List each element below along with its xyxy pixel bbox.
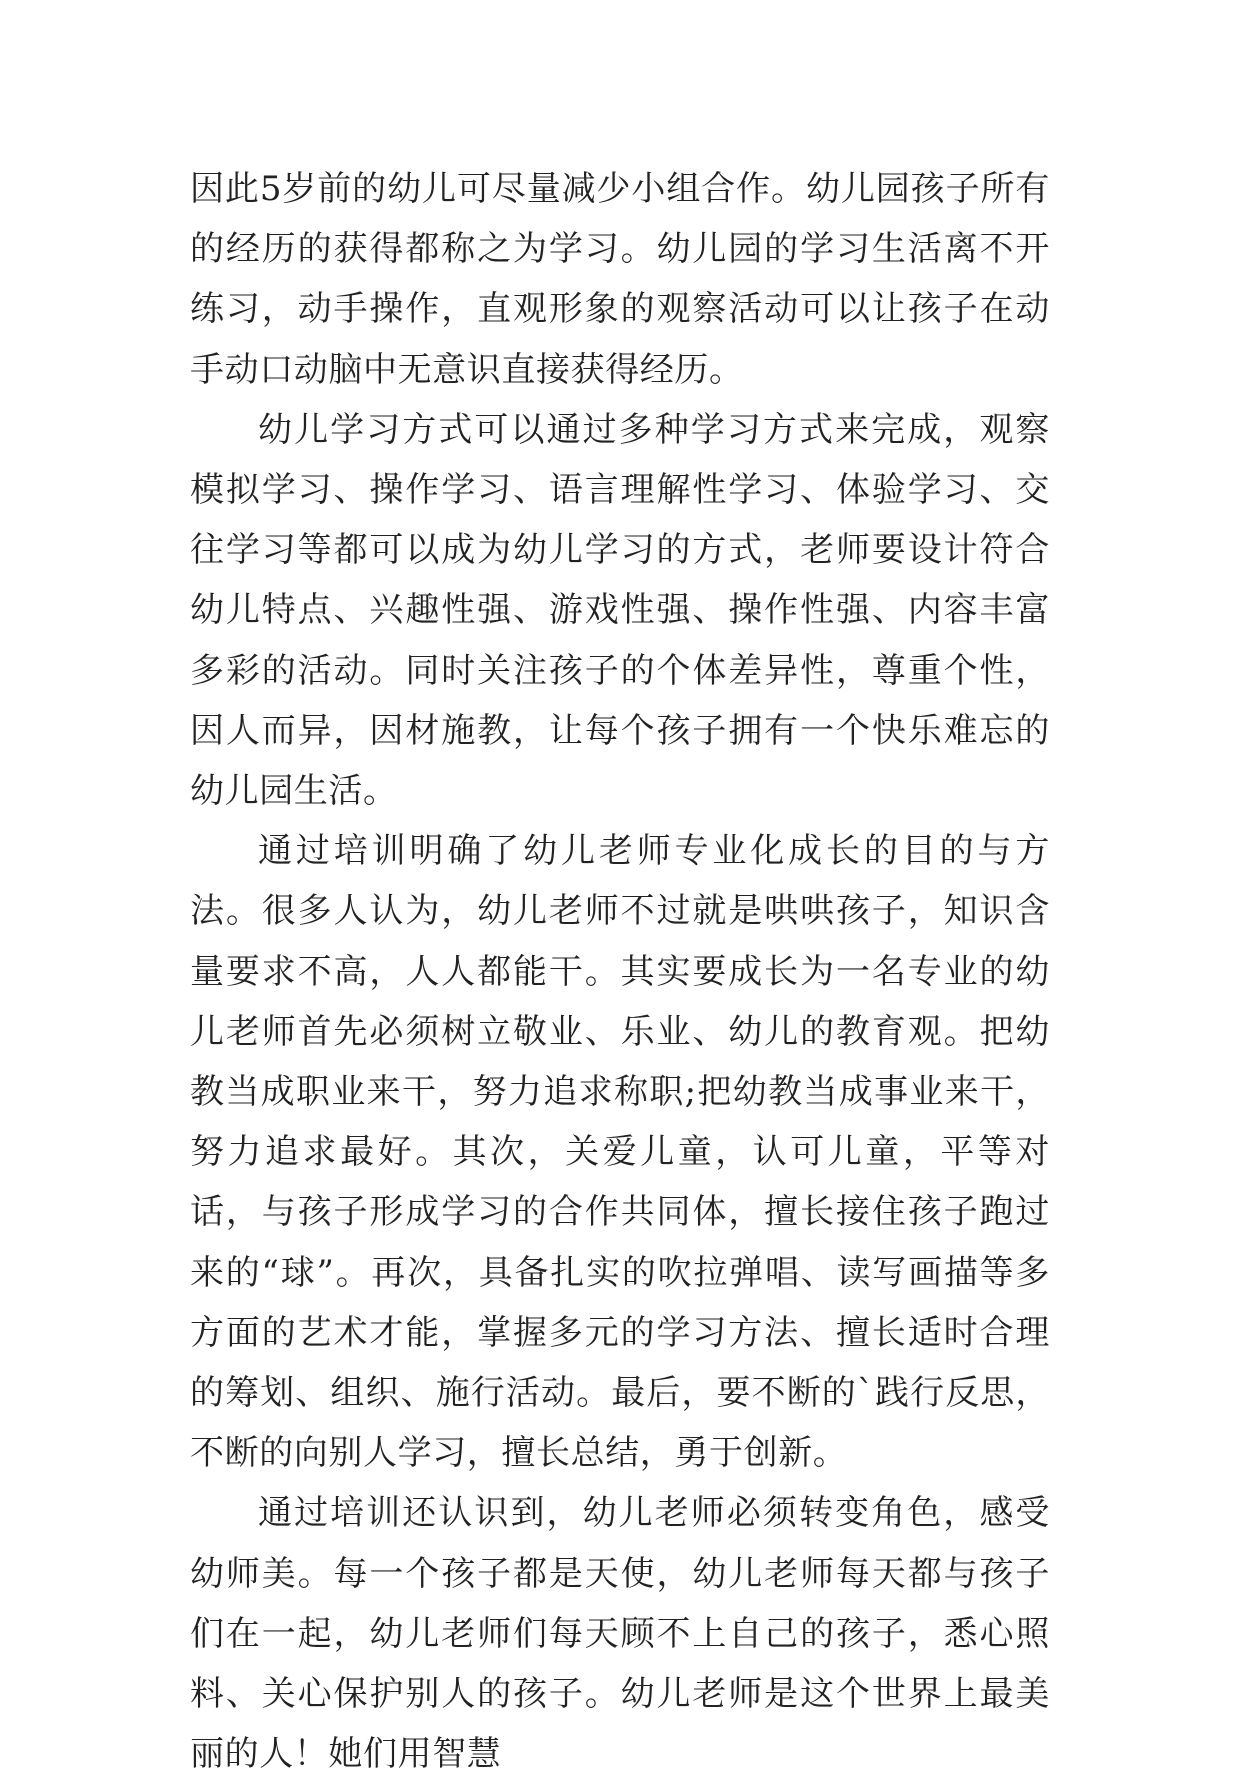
document-body <box>190 159 1050 1784</box>
paragraph-learning-methods: 幼儿学习方式可以通过多种学习方式来完成，观察模拟学习、操作学习、语言理解性学习、体验学习、交往学习等都可以成为幼儿学习的方式，老师要设计符合幼儿特点、兴趣性强、游戏性强、操作性强、内容丰富多彩的活动。同时关注孩子的个体差异性，尊重个性，因人而异，因材施教，让每个孩子拥有一个快乐难忘的幼儿园生活。 <box>190 409 1050 812</box>
paragraph-role-change: 通过培训还认识到，幼儿老师必须转变角色，感受幼师美。每一个孩子都是天使，幼儿老师每天都与孩子们在一起，幼儿老师们每天顾不上自己的孩子，悉心照料、关心保护别人的孩子。幼儿老师是这个世界上最美丽的人！她们用智慧 <box>190 1493 1050 1775</box>
paragraph-continued: 因此5岁前的幼儿可尽量减少小组合作。幼儿园孩子所有的经历的获得都称之为学习。幼儿园的学习生活离不开练习，动手操作，直观形象的观察活动可以让孩子在动手动口动脑中无意识直接获得经历。 <box>190 169 1050 390</box>
paragraph-professional-growth: 通过培训明确了幼儿老师专业化成长的目的与方法。很多人认为，幼儿老师不过就是哄哄孩子，知识含量要求不高，人人都能干。其实要成长为一名专业的幼儿老师首先必须树立敬业、乐业、幼儿的教育观。把幼教当成职业来干，努力追求称职;把幼教当成事业来干，努力追求最好。其次，关爱儿童，认可儿童，平等对话，与孩子形成学习的合作共同体，擅长接住孩子跑过来的“球”。再次，具备扎实的吹拉弹唱、读写画描等多方面的艺术才能，掌握多元的学习方法、擅长适时合理的筹划、组织、施行活动。最后，要不断的`践行反思，不断的向别人学习，擅长总结，勇于创新。 <box>190 831 1050 1474</box>
